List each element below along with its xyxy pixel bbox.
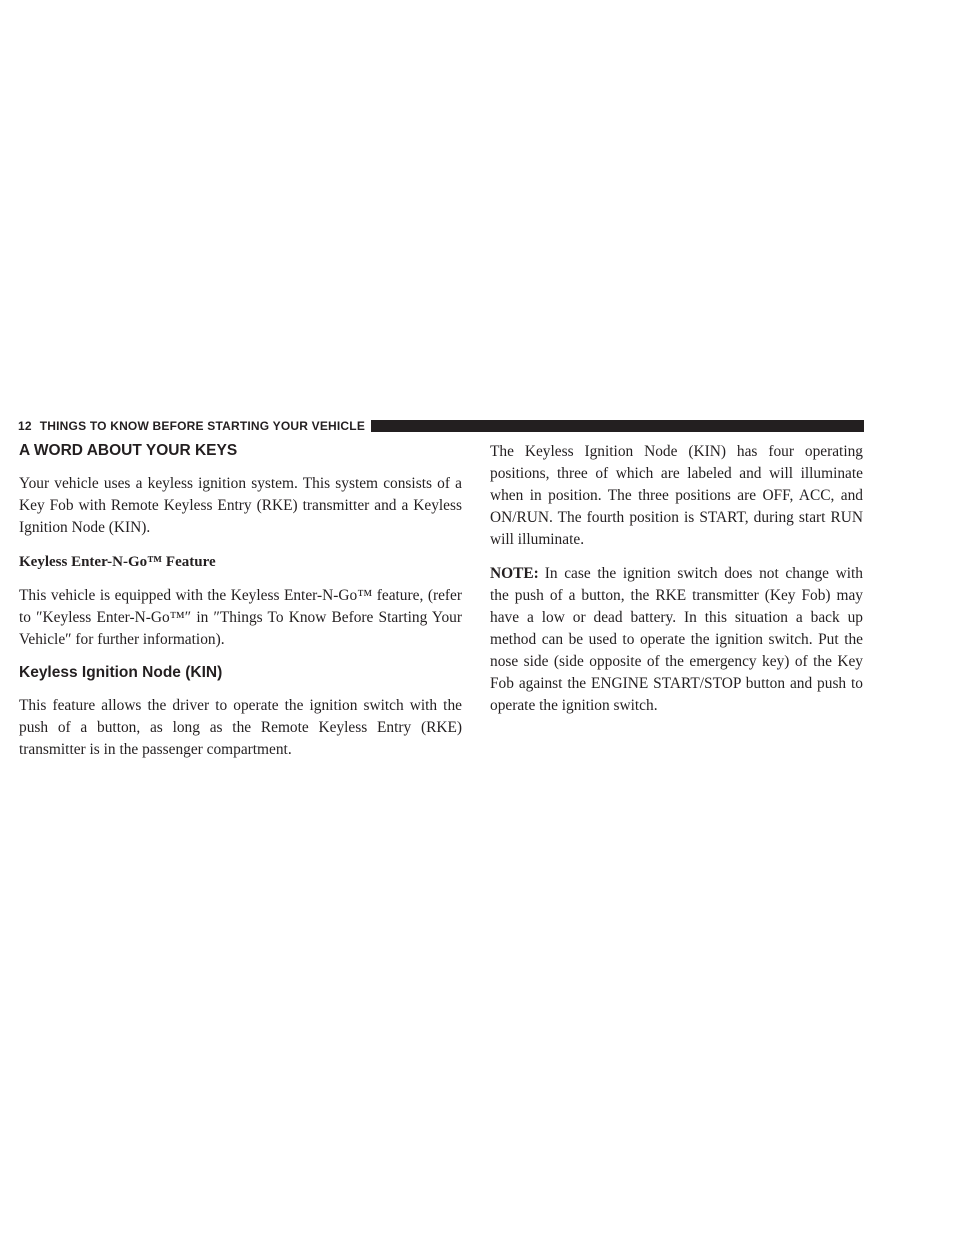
header-rule <box>371 420 864 432</box>
subheading-kin: Keyless Ignition Node (KIN) <box>19 664 223 681</box>
intro-paragraph: Your vehicle uses a keyless ignition system. This system consists of a Key Fob with Remote Keyless Entry (RKE) transmitter and a Keyless Ignition Node (KIN). <box>19 475 462 536</box>
kin-paragraph: This feature allows the driver to operate the ignition switch with the push of a button, as long as the Remote Keyless Entry (RKE) transmitter is in the passenger compartment. <box>19 697 462 758</box>
positions-paragraph: The Keyless Ignition Node (KIN) has four operating positions, three of which are labeled and will illuminate when in position. The three positions are OFF, ACC, and ON/RUN. The fourth position is START, during start RUN will illuminate. <box>490 443 863 548</box>
heading-keys: A WORD ABOUT YOUR KEYS <box>19 442 238 459</box>
left-column <box>19 441 462 773</box>
note-text: In case the ignition switch does not change with the push of a button, the RKE transmitter (Key Fob) may have a low or dead battery. In this situation a back up method can be used to operate the ignition switch. Put the nose side (side opposite of the emergency key) of the Key Fob against the ENGINE START/STOP button and push to operate the ignition switch. <box>490 565 863 714</box>
right-column <box>490 441 863 729</box>
page-number: 12 <box>18 419 32 433</box>
note-paragraph <box>490 563 863 717</box>
section-title: THINGS TO KNOW BEFORE STARTING YOUR VEHICLE <box>39 419 366 433</box>
feature-paragraph: This vehicle is equipped with the Keyless Enter-N-Go™ feature, (refer to ″Keyless Enter-N-Go™″ in ″Things To Know Before Starting Your Vehicle″ for further information). <box>19 587 462 648</box>
note-label: NOTE: <box>490 565 539 582</box>
subheading-feature: Keyless Enter-N-Go™ Feature <box>19 554 216 570</box>
page-header <box>18 418 864 434</box>
